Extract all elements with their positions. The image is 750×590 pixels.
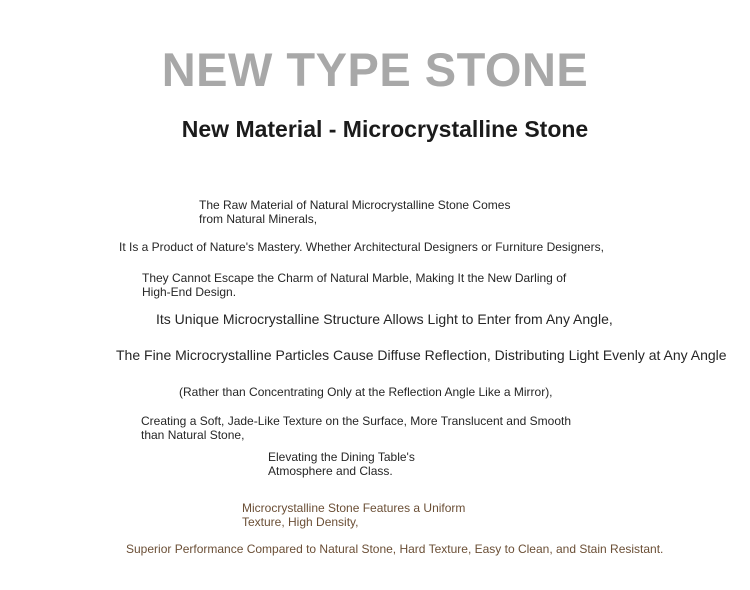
paragraph-unique-structure: Its Unique Microcrystalline Structure Allows Light to Enter from Any Angle, [156, 311, 613, 327]
paragraph-jade-texture [141, 414, 571, 442]
paragraph-elevating-atmosphere [268, 450, 415, 478]
headline: NEW TYPE STONE [161, 43, 589, 96]
paragraph-line: Microcrystalline Stone Features a Uniform [242, 501, 466, 515]
paragraph-line: Creating a Soft, Jade-Like Texture on the Surface, More Translucent and Smooth [141, 414, 572, 428]
paragraph-diffuse-reflection: The Fine Microcrystalline Particles Cause Diffuse Reflection, Distributing Light Evenly at Any Angle [116, 347, 727, 363]
paragraph-line: High-End Design. [142, 285, 237, 299]
paragraph-line: from Natural Minerals, [199, 212, 318, 226]
paragraph-natures-mastery: It Is a Product of Nature's Mastery. Whether Architectural Designers or Furniture Designers, [119, 240, 604, 254]
paragraph-raw-material [199, 198, 510, 226]
paragraph-line: Atmosphere and Class. [268, 464, 393, 478]
paragraph-line: Elevating the Dining Table's [268, 450, 415, 464]
paragraph-charm-of-marble [142, 271, 566, 299]
paragraph-line: Texture, High Density, [242, 515, 359, 529]
paragraph-mirror-note: (Rather than Concentrating Only at the Reflection Angle Like a Mirror), [179, 385, 553, 399]
subheadline: New Material - Microcrystalline Stone [181, 116, 589, 142]
paragraph-line: They Cannot Escape the Charm of Natural Marble, Making It the New Darling of [142, 271, 567, 285]
paragraph-line: The Raw Material of Natural Microcrystalline Stone Comes [199, 198, 511, 212]
paragraph-superior-performance: Superior Performance Compared to Natural Stone, Hard Texture, Easy to Clean, and Stain Resistant. [126, 542, 664, 556]
paragraph-line: than Natural Stone, [141, 428, 245, 442]
paragraph-uniform-texture [242, 501, 465, 529]
